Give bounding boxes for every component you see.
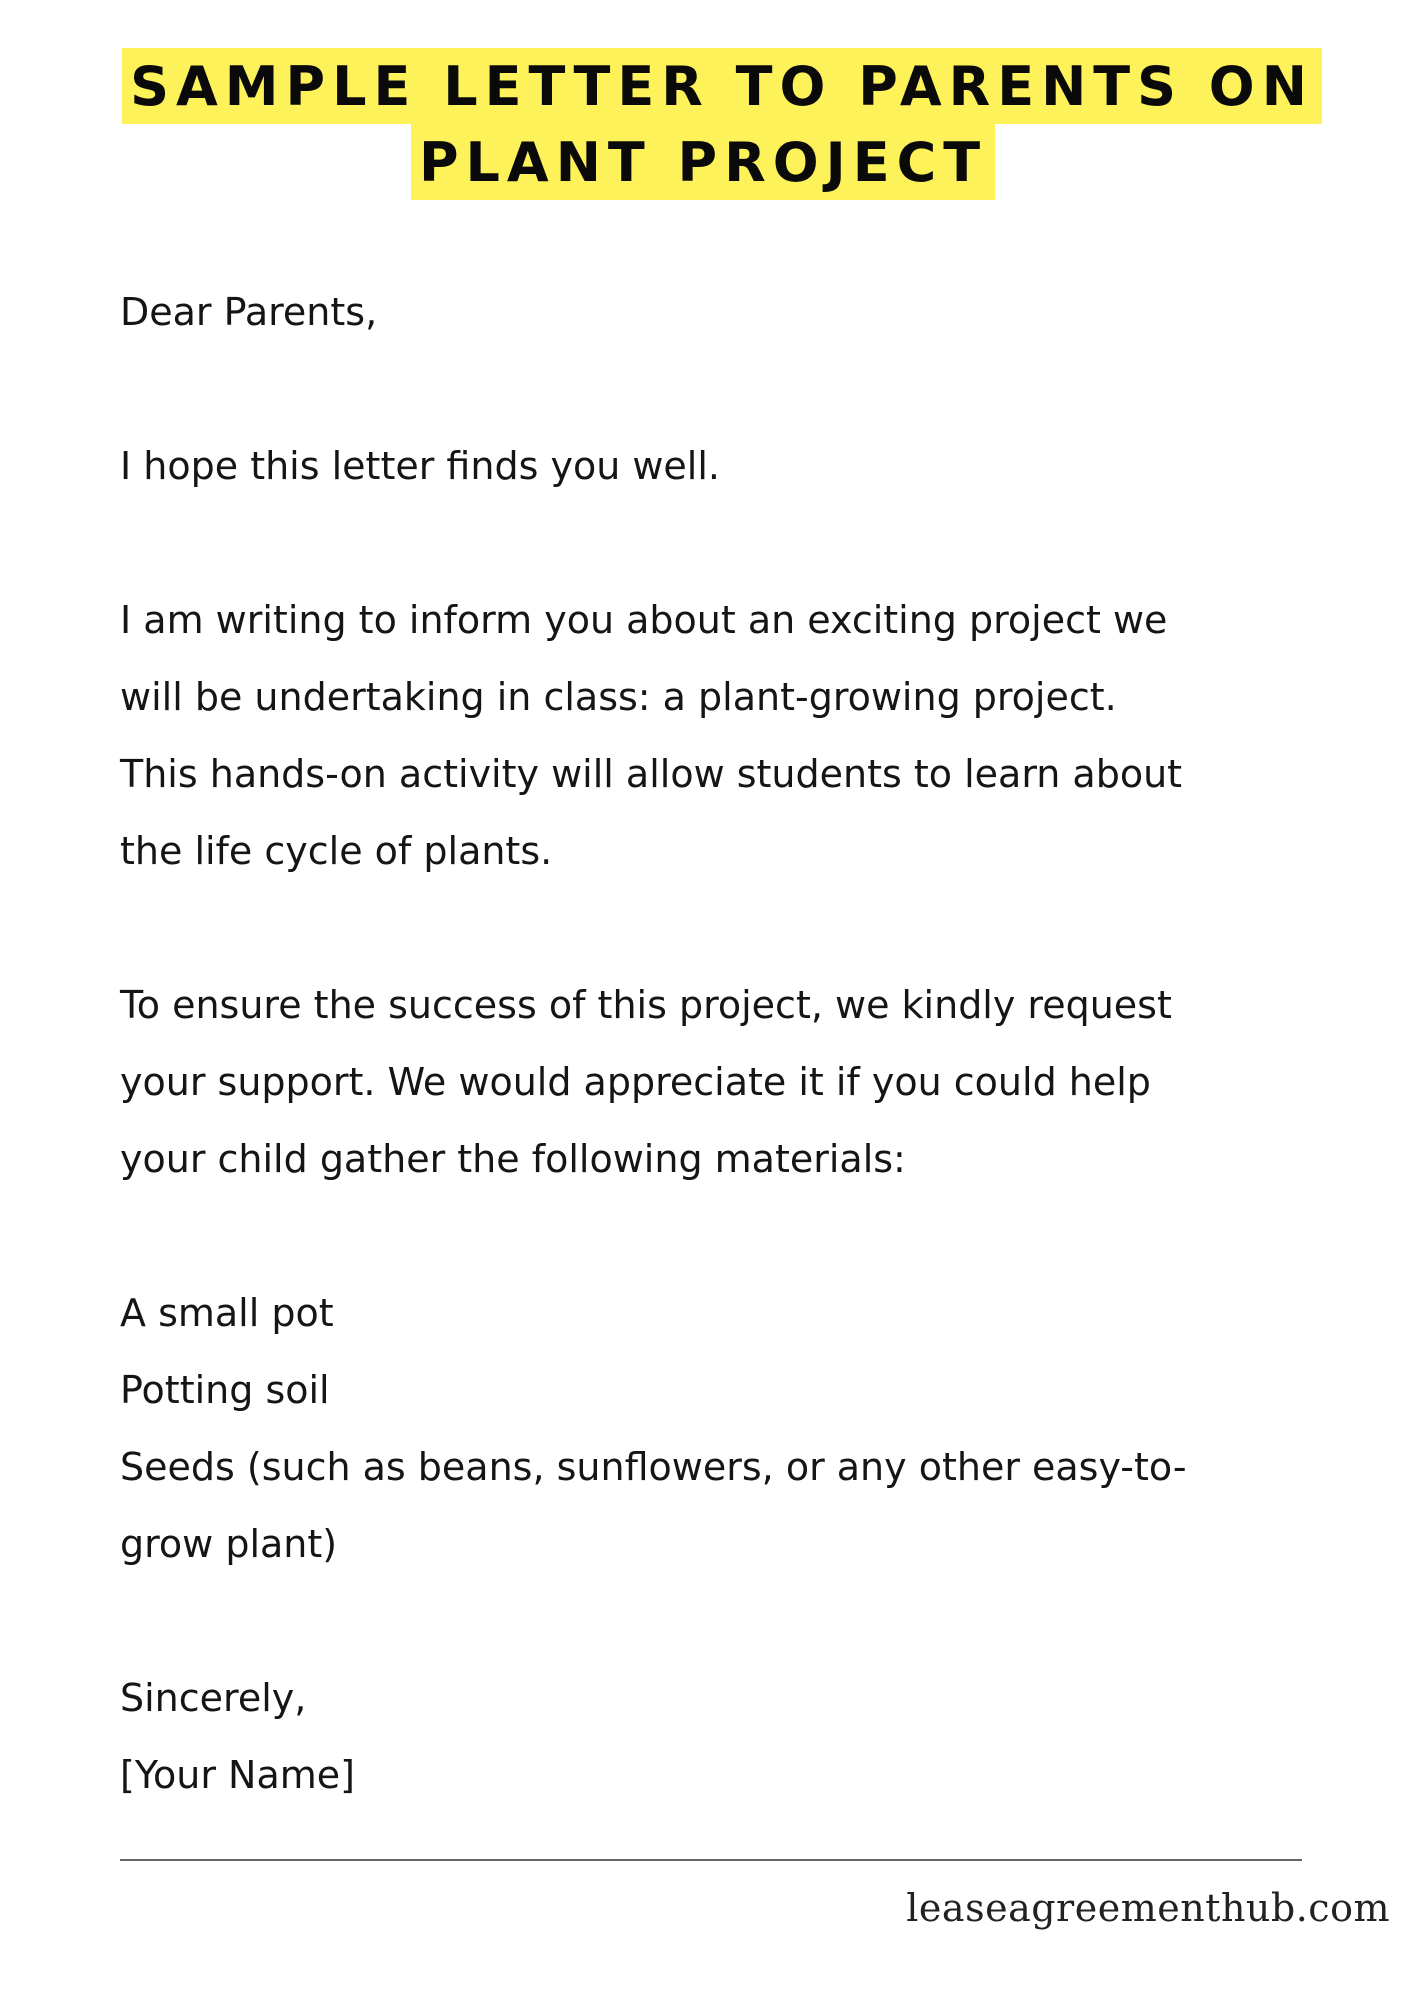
paragraph1-line: will be undertaking in class: a plant-growing project. [120, 675, 1117, 719]
paragraph1-line: This hands-on activity will allow students to learn about [120, 752, 1183, 796]
greeting: Dear Parents, [120, 290, 378, 334]
materials-item: Seeds (such as beans, sunflowers, or any other easy-to- [120, 1445, 1187, 1489]
title-line-1: SAMPLE LETTER TO PARENTS ON [122, 48, 1322, 124]
page-title [0, 48, 1414, 200]
paragraph1-line: I am writing to inform you about an exciting project we [120, 598, 1168, 642]
materials-item: A small pot [120, 1291, 334, 1335]
materials-item: grow plant) [120, 1522, 338, 1566]
materials-item: Potting soil [120, 1368, 330, 1412]
signature: [Your Name] [120, 1753, 355, 1797]
paragraph2-line: To ensure the success of this project, we kindly request [120, 983, 1172, 1027]
paragraph2-line: your child gather the following materials: [120, 1137, 906, 1181]
footer-site: leaseagreementhub.com [906, 1886, 1390, 1930]
paragraph2-line: your support. We would appreciate it if you could help [120, 1060, 1151, 1104]
title-line-2: PLANT PROJECT [411, 124, 995, 200]
paragraph1-line: the life cycle of plants. [120, 829, 553, 873]
closing: Sincerely, [120, 1676, 307, 1720]
intro-line: I hope this letter finds you well. [120, 444, 721, 488]
footer-divider [120, 1859, 1302, 1861]
